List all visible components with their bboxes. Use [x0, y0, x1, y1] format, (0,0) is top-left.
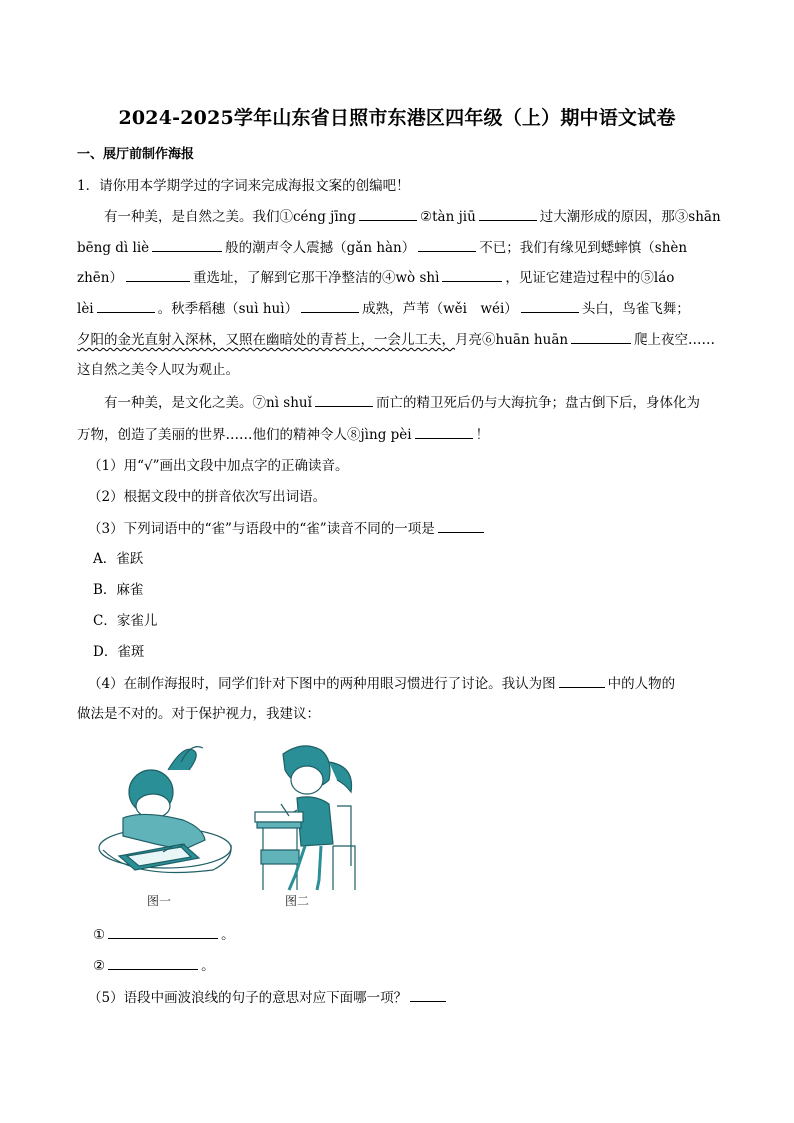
- answer-blank-4-1[interactable]: [108, 924, 218, 939]
- sub-question-4-cont: 做法是不对的。对于保护视力，我建议：: [77, 706, 320, 722]
- figure-one-drawing: [99, 747, 231, 873]
- blank-1[interactable]: [359, 206, 417, 221]
- blank-12[interactable]: [415, 424, 473, 439]
- answer-blank-5[interactable]: [410, 987, 446, 1002]
- option-d[interactable]: D．雀斑: [93, 644, 145, 660]
- blank-3[interactable]: [152, 237, 222, 252]
- blank-8[interactable]: [301, 298, 359, 313]
- sub-question-2: （2）根据文段中的拼音依次写出词语。: [88, 489, 327, 505]
- sub-question-3: （3）下列词语中的“雀”与语段中的“雀”读音不同的一项是: [88, 518, 487, 539]
- blank-5[interactable]: [126, 267, 190, 282]
- option-b[interactable]: B．麻雀: [93, 582, 144, 598]
- blank-11[interactable]: [315, 392, 373, 407]
- para1-line2: bēng dì liè 般的潮声令人震撼（gǎn hàn） 不已；我们有缘见到蟋蟀慎（shèn: [77, 237, 687, 258]
- blank-6[interactable]: [442, 267, 502, 282]
- sub-question-4: （4）在制作海报时，同学们针对下图中的两种用眼习惯进行了讨论。我认为图 中的人物的: [88, 673, 675, 694]
- option-c[interactable]: C．家雀儿: [93, 613, 158, 629]
- para1-line4: lèi 。秋季稻穗（suì huì） 成熟，芦苇（wěi wéi） 头白，鸟雀飞舞；: [77, 298, 690, 319]
- answer-blank-4-2[interactable]: [108, 955, 198, 970]
- page-title: 2024-2025学年山东省日照市东港区四年级（上）期中语文试卷: [118, 107, 676, 129]
- blank-10[interactable]: [571, 329, 631, 344]
- question-stem: 1．请你用本学期学过的字词来完成海报文案的创编吧！: [77, 178, 410, 194]
- figure-illustrations: [93, 740, 373, 912]
- figure-two-drawing: [255, 746, 355, 890]
- blank-9[interactable]: [521, 298, 579, 313]
- option-a[interactable]: A．雀跃: [93, 551, 144, 567]
- eye-habit-figures: [93, 740, 373, 912]
- figure-one-caption: 图一: [147, 894, 172, 908]
- sub-question-5: （5）语段中画波浪线的句子的意思对应下面哪一项？: [88, 987, 449, 1008]
- figure-two-caption: 图二: [285, 894, 310, 908]
- section-heading: 一、展厅前制作海报: [77, 147, 195, 162]
- sub-question-1: （1）用“√”画出文段中加点字的正确读音。: [88, 458, 349, 474]
- para1-line5: 夕阳的金光直射入深林，又照在幽暗处的青苔上，一会儿工夫，月亮⑥huān huān 爬上夜空……: [77, 329, 715, 350]
- answer-blank-3[interactable]: [438, 518, 484, 533]
- blank-7[interactable]: [97, 298, 155, 313]
- para2-line1: 有一种美，是文化之美。⑦nì shuǐ 而亡的精卫死后仍与大海抗争；盘古倒下后，身体化为: [104, 392, 700, 413]
- para2-line2: 万物，创造了美丽的世界……他们的精神令人⑧jìng pèi ！: [77, 424, 489, 445]
- answer-line-1: ① 。: [93, 924, 235, 945]
- blank-4[interactable]: [418, 237, 476, 252]
- para1-line6: 这自然之美令人叹为观止。: [77, 362, 239, 378]
- para1-line3: zhēn） 重选址，了解到它那干净整洁的④wò shì ，见证它建造过程中的⑤láo: [77, 267, 674, 288]
- wavy-sentence: 夕阳的金光直射入深林，又照在幽暗处的青苔上，一会儿工夫，: [77, 332, 455, 348]
- answer-blank-4[interactable]: [559, 673, 605, 688]
- answer-line-2: ② 。: [93, 955, 215, 976]
- blank-2[interactable]: [479, 206, 537, 221]
- para1-line1: 有一种美，是自然之美。我们①céng jīng ②tàn jiū 过大潮形成的原因，那③shān: [104, 206, 721, 227]
